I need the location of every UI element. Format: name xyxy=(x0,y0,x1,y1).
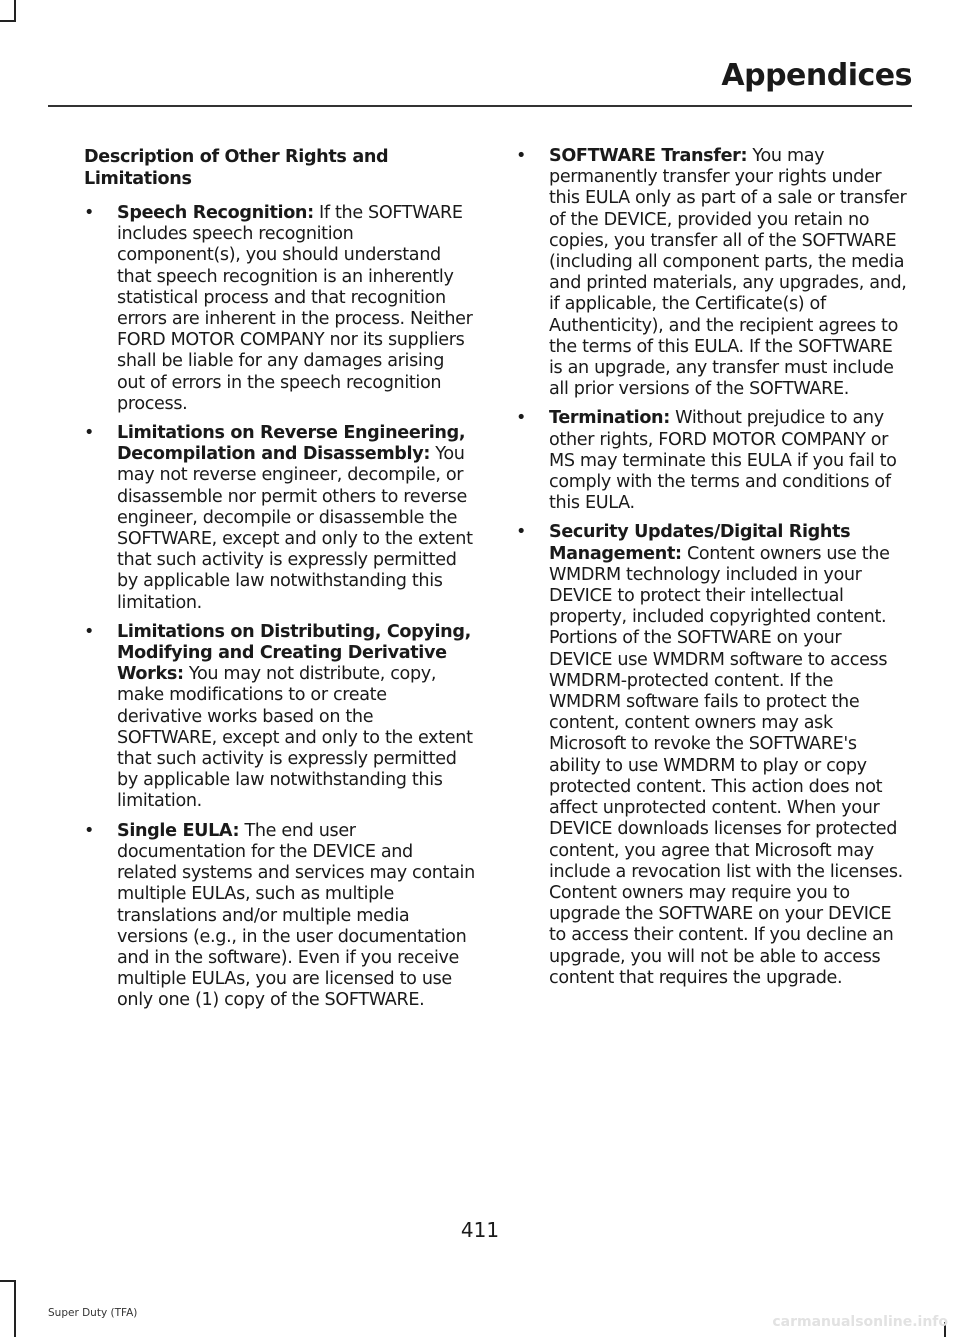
bullet-icon: • xyxy=(84,203,95,223)
item-text: You may permanently transfer your rights under this EULA only as part of a sale or transfer of the DEVICE, provided you retain no copies, you transfer all of the SOFTWARE (including all component parts, the media and printed materials, any upgrades, and, if applicable, the Certificate(s) of Authenticity), and the recipient agrees to the terms of this EULA. If the SOFTWARE is an upgrade, any transfer must include all prior versions of the SOFTWARE. xyxy=(549,146,907,400)
bullet-icon: • xyxy=(516,522,527,543)
item-term: Security Updates/Digital Rights Management: xyxy=(549,522,851,564)
item-text: You may not distribute, copy, make modifications to or create derivative works based on the SOFTWARE, except and only to the extent that such activity is expressly permitted by applicable law notwithstanding this limitation. xyxy=(117,664,473,812)
bullet-icon: • xyxy=(84,423,95,444)
page-title: Appendices xyxy=(721,58,912,93)
item-term: Limitations on Reverse Engineering, Decompilation and Disassembly: xyxy=(117,423,466,465)
list-item xyxy=(84,423,476,614)
item-text: If the SOFTWARE includes speech recognition component(s), you should understand that speech recognition is an inherently statistical process and that recognition errors are inherent in the process. Neither FORD MOTOR COMPANY nor its suppliers shall be liable for any damages arising out of errors in the speech recognition process. xyxy=(117,203,473,414)
footer-label: Super Duty (TFA) xyxy=(48,1307,138,1319)
crop-mark-top-left-h xyxy=(0,20,16,22)
item-term: Speech Recognition: xyxy=(117,203,314,223)
item-term: Limitations on Distributing, Copying, Modifying and Creating Derivative Works: xyxy=(117,621,471,685)
right-column xyxy=(516,146,908,997)
list-item xyxy=(84,821,476,1012)
section-heading: Description of Other Rights and Limitations xyxy=(84,147,389,189)
list-item xyxy=(516,522,908,988)
item-term: SOFTWARE Transfer: xyxy=(549,146,748,166)
bullet-icon: • xyxy=(516,408,527,429)
list-item xyxy=(516,146,908,400)
item-term: Termination: xyxy=(549,408,670,429)
item-text: The end user documentation for the DEVICE and related systems and services may contain multiple EULAs, such as multiple translations and/or multiple media versions (e.g., in the user documentation and in the software). Even if you receive multiple EULAs, you are licensed to use only one (1) copy of the SOFTWARE. xyxy=(117,820,475,1011)
bullet-icon: • xyxy=(84,820,95,841)
item-text: Content owners use the WMDRM technology included in your DEVICE to protect their intellectual property, included copyrighted content. Portions of the SOFTWARE on your DEVICE use WMDRM software to access WMDRM-protected content. If the WMDRM software fails to protect the content, content owners may ask Microsoft to revoke the SOFTWARE's ability to use WMDRM to play or copy protected content. This action does not affect unprotected content. When your DEVICE downloads licenses for protected content, you agree that Microsoft may include a revocation list with the licenses. Content owners may require you to upgrade the SOFTWARE on your DEVICE to access their content. If you decline an upgrade, you will not be able to access content that requires the upgrade. xyxy=(549,543,903,988)
list-item xyxy=(516,408,908,514)
crop-mark-top-left-v xyxy=(14,0,16,20)
bullet-icon: • xyxy=(516,146,527,166)
page-number: 411 xyxy=(460,1218,500,1242)
list-item xyxy=(84,622,476,813)
item-text: Without prejudice to any other rights, FORD MOTOR COMPANY or MS may terminate this EULA if you fail to comply with the terms and conditions of this EULA. xyxy=(549,408,897,514)
crop-mark-bottom-left-h xyxy=(0,1280,16,1282)
left-column xyxy=(84,146,476,1020)
bullet-icon: • xyxy=(84,621,95,642)
crop-mark-bottom-left-v xyxy=(14,1280,16,1337)
watermark: carmanualsonline.info xyxy=(772,1314,948,1330)
right-bullet-list xyxy=(516,146,908,989)
list-item xyxy=(84,203,476,415)
header-divider xyxy=(48,105,912,107)
item-text: You may not reverse engineer, decompile, or disassemble nor permit others to reverse engineer, decompile or disassemble the SOFTWARE, except and only to the extent that such activity is expressly permitted by applicable law notwithstanding this limitation. xyxy=(117,444,473,613)
left-bullet-list xyxy=(84,203,476,1012)
item-term: Single EULA: xyxy=(117,820,240,841)
